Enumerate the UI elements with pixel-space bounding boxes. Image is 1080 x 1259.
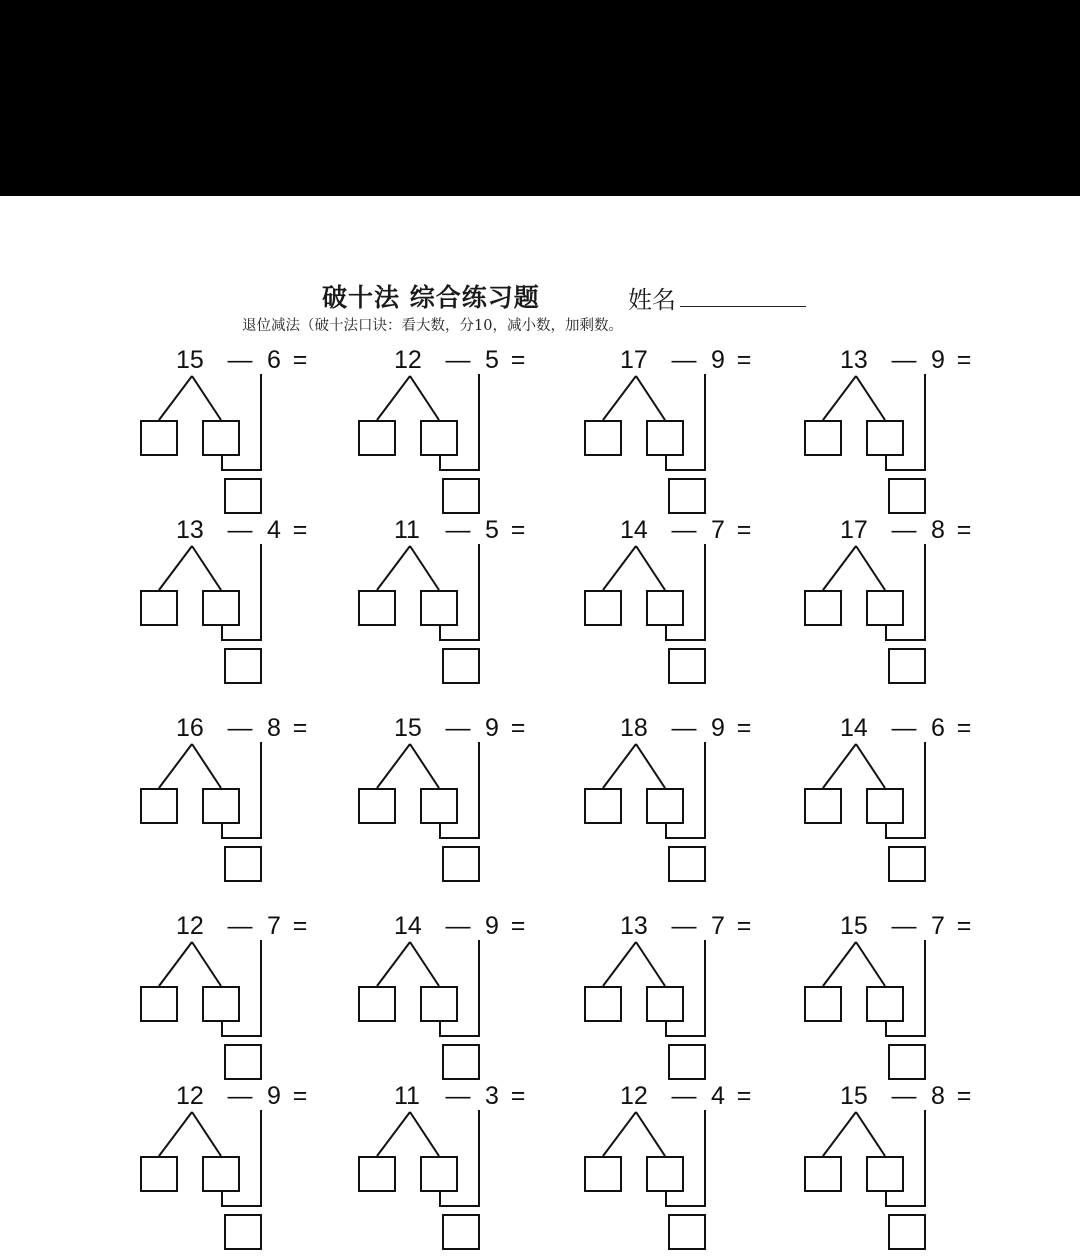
subtrahend: 8 <box>267 714 281 742</box>
subtrahend: 9 <box>711 346 725 374</box>
answer-box-ten[interactable] <box>804 420 842 456</box>
branch-line-left <box>823 1112 856 1156</box>
answer-box-ten[interactable] <box>140 1156 178 1192</box>
decomposition-diagram <box>802 374 952 509</box>
answer-box-ones[interactable] <box>646 1156 684 1192</box>
subtrahend: 9 <box>931 346 945 374</box>
answer-box-ones[interactable] <box>202 788 240 824</box>
decomposition-diagram <box>582 544 732 679</box>
minuend: 15 <box>840 1082 868 1110</box>
problem-18 <box>356 1082 526 1252</box>
minus-sign: — <box>891 346 917 374</box>
answer-box-result[interactable] <box>888 1044 926 1080</box>
minus-sign: — <box>445 1082 471 1110</box>
subtrahend: 5 <box>485 516 499 544</box>
answer-box-result[interactable] <box>668 648 706 684</box>
answer-box-ones[interactable] <box>420 788 458 824</box>
worksheet <box>0 196 1080 1259</box>
answer-box-ten[interactable] <box>358 986 396 1022</box>
problem-2 <box>356 346 526 516</box>
minuend: 17 <box>840 516 868 544</box>
minus-sign: — <box>227 1082 253 1110</box>
branch-line-left <box>159 942 192 986</box>
minuend: 14 <box>394 912 422 940</box>
answer-box-result[interactable] <box>224 1044 262 1080</box>
equation <box>176 346 316 376</box>
answer-box-result[interactable] <box>224 648 262 684</box>
answer-box-ones[interactable] <box>420 420 458 456</box>
equation <box>620 714 760 744</box>
equals-sign: = <box>736 912 752 940</box>
equation <box>840 516 980 546</box>
subtrahend: 4 <box>711 1082 725 1110</box>
worksheet-title: 破十法 综合练习题 <box>322 283 540 312</box>
minuend: 13 <box>840 346 868 374</box>
branch-line-right <box>410 942 439 986</box>
answer-box-result[interactable] <box>442 846 480 882</box>
decomposition-diagram <box>582 742 732 877</box>
decomposition-diagram <box>138 742 288 877</box>
equation <box>620 912 760 942</box>
answer-box-result[interactable] <box>888 648 926 684</box>
branch-line-right <box>192 1112 221 1156</box>
equals-sign: = <box>292 516 308 544</box>
branch-line-right <box>856 376 885 420</box>
decomposition-diagram <box>356 544 506 679</box>
minus-sign: — <box>671 912 697 940</box>
answer-box-ten[interactable] <box>584 420 622 456</box>
answer-box-ten[interactable] <box>140 420 178 456</box>
branch-line-left <box>603 546 636 590</box>
problem-17 <box>138 1082 308 1252</box>
answer-box-ones[interactable] <box>202 420 240 456</box>
equals-sign: = <box>736 516 752 544</box>
minuend: 18 <box>620 714 648 742</box>
minuend: 11 <box>394 1082 420 1110</box>
minuend: 12 <box>620 1082 648 1110</box>
decomposition-diagram <box>356 742 506 877</box>
branch-line-right <box>856 942 885 986</box>
branch-line-right <box>636 376 665 420</box>
problem-15 <box>582 912 752 1082</box>
subtrahend: 8 <box>931 516 945 544</box>
minus-sign: — <box>445 912 471 940</box>
answer-box-result[interactable] <box>888 478 926 514</box>
branch-line-left <box>159 744 192 788</box>
subtrahend: 7 <box>267 912 281 940</box>
branch-line-left <box>603 376 636 420</box>
decomposition-diagram <box>802 1110 952 1245</box>
problem-5 <box>138 516 308 686</box>
problem-10 <box>356 714 526 884</box>
branch-line-right <box>856 546 885 590</box>
equals-sign: = <box>736 1082 752 1110</box>
equals-sign: = <box>292 1082 308 1110</box>
minuend: 12 <box>176 912 204 940</box>
answer-box-result[interactable] <box>888 1214 926 1250</box>
answer-box-result[interactable] <box>224 846 262 882</box>
minuend: 16 <box>176 714 204 742</box>
answer-box-ten[interactable] <box>584 788 622 824</box>
answer-box-result[interactable] <box>442 648 480 684</box>
problem-9 <box>138 714 308 884</box>
minus-sign: — <box>891 1082 917 1110</box>
answer-box-ones[interactable] <box>420 590 458 626</box>
answer-box-ten[interactable] <box>358 788 396 824</box>
branch-line-left <box>159 1112 192 1156</box>
equals-sign: = <box>956 714 972 742</box>
branch-line-right <box>410 744 439 788</box>
branch-line-left <box>603 942 636 986</box>
answer-box-ones[interactable] <box>646 788 684 824</box>
equation <box>394 912 534 942</box>
minus-sign: — <box>227 714 253 742</box>
answer-box-ten[interactable] <box>358 1156 396 1192</box>
subtrahend: 4 <box>267 516 281 544</box>
decomposition-diagram <box>582 374 732 509</box>
instructions-text: 退位减法（破十法口诀：看大数，分10，减小数，加剩数。 <box>242 318 623 334</box>
equation <box>394 346 534 376</box>
branch-line-left <box>823 546 856 590</box>
minuend: 17 <box>620 346 648 374</box>
answer-box-ten[interactable] <box>358 420 396 456</box>
answer-box-ten[interactable] <box>140 788 178 824</box>
subtrahend: 7 <box>711 516 725 544</box>
decomposition-diagram <box>138 1110 288 1245</box>
problem-4 <box>802 346 972 516</box>
subtrahend: 9 <box>485 912 499 940</box>
minuend: 14 <box>840 714 868 742</box>
branch-line-left <box>377 744 410 788</box>
minus-sign: — <box>671 714 697 742</box>
subtrahend: 8 <box>931 1082 945 1110</box>
answer-box-ten[interactable] <box>584 590 622 626</box>
answer-box-result[interactable] <box>442 1214 480 1250</box>
answer-box-ones[interactable] <box>420 986 458 1022</box>
equation <box>394 714 534 744</box>
minus-sign: — <box>227 346 253 374</box>
subtrahend: 6 <box>267 346 281 374</box>
equals-sign: = <box>510 912 526 940</box>
answer-box-ones[interactable] <box>646 986 684 1022</box>
answer-box-ones[interactable] <box>866 590 904 626</box>
branch-line-left <box>823 744 856 788</box>
problem-20 <box>802 1082 972 1252</box>
subtrahend: 7 <box>711 912 725 940</box>
equals-sign: = <box>736 346 752 374</box>
minuend: 11 <box>394 516 420 544</box>
equation <box>394 1082 534 1112</box>
answer-box-result[interactable] <box>224 478 262 514</box>
problem-7 <box>582 516 752 686</box>
decomposition-diagram <box>582 1110 732 1245</box>
answer-box-ten[interactable] <box>804 590 842 626</box>
equals-sign: = <box>292 912 308 940</box>
answer-box-ones[interactable] <box>202 986 240 1022</box>
answer-box-result[interactable] <box>668 846 706 882</box>
minus-sign: — <box>671 1082 697 1110</box>
answer-box-ones[interactable] <box>202 1156 240 1192</box>
subtrahend: 5 <box>485 346 499 374</box>
minus-sign: — <box>671 516 697 544</box>
problem-16 <box>802 912 972 1082</box>
decomposition-diagram <box>582 940 732 1075</box>
minuend: 15 <box>394 714 422 742</box>
minus-sign: — <box>671 346 697 374</box>
branch-line-right <box>192 376 221 420</box>
equation <box>176 1082 316 1112</box>
branch-line-right <box>856 744 885 788</box>
subtrahend: 9 <box>267 1082 281 1110</box>
minuend: 13 <box>620 912 648 940</box>
equation <box>840 346 980 376</box>
equals-sign: = <box>292 714 308 742</box>
equation <box>176 516 316 546</box>
minuend: 15 <box>176 346 204 374</box>
equals-sign: = <box>956 516 972 544</box>
decomposition-diagram <box>802 544 952 679</box>
minuend: 12 <box>394 346 422 374</box>
decomposition-diagram <box>356 940 506 1075</box>
answer-box-result[interactable] <box>888 846 926 882</box>
branch-line-right <box>636 546 665 590</box>
answer-box-ones[interactable] <box>866 788 904 824</box>
subtrahend: 3 <box>485 1082 499 1110</box>
branch-line-left <box>377 1112 410 1156</box>
equation <box>176 912 316 942</box>
branch-line-right <box>636 744 665 788</box>
decomposition-diagram <box>138 544 288 679</box>
branch-line-right <box>192 744 221 788</box>
branch-line-right <box>636 1112 665 1156</box>
answer-box-ten[interactable] <box>804 788 842 824</box>
answer-box-result[interactable] <box>668 1044 706 1080</box>
answer-box-ones[interactable] <box>866 986 904 1022</box>
branch-line-left <box>377 546 410 590</box>
decomposition-diagram <box>802 940 952 1075</box>
minus-sign: — <box>891 912 917 940</box>
branch-line-right <box>636 942 665 986</box>
branch-line-right <box>410 376 439 420</box>
minus-sign: — <box>227 516 253 544</box>
branch-line-left <box>377 376 410 420</box>
equals-sign: = <box>956 912 972 940</box>
branch-line-right <box>410 546 439 590</box>
minuend: 13 <box>176 516 204 544</box>
subtrahend: 7 <box>931 912 945 940</box>
answer-box-ones[interactable] <box>866 420 904 456</box>
answer-box-result[interactable] <box>668 478 706 514</box>
answer-box-ten[interactable] <box>140 986 178 1022</box>
minus-sign: — <box>445 346 471 374</box>
top-black-bar <box>0 0 1080 196</box>
branch-line-right <box>192 546 221 590</box>
equals-sign: = <box>510 714 526 742</box>
decomposition-diagram <box>138 374 288 509</box>
answer-box-ten[interactable] <box>804 986 842 1022</box>
problem-11 <box>582 714 752 884</box>
equation <box>840 1082 980 1112</box>
answer-box-result[interactable] <box>224 1214 262 1250</box>
equals-sign: = <box>292 346 308 374</box>
subtrahend: 9 <box>711 714 725 742</box>
equation <box>620 516 760 546</box>
answer-box-ten[interactable] <box>584 986 622 1022</box>
equals-sign: = <box>510 1082 526 1110</box>
answer-box-result[interactable] <box>442 478 480 514</box>
branch-line-left <box>159 376 192 420</box>
answer-box-ones[interactable] <box>866 1156 904 1192</box>
problem-12 <box>802 714 972 884</box>
branch-line-left <box>377 942 410 986</box>
decomposition-diagram <box>356 1110 506 1245</box>
decomposition-diagram <box>138 940 288 1075</box>
equals-sign: = <box>510 516 526 544</box>
answer-box-result[interactable] <box>442 1044 480 1080</box>
answer-box-ones[interactable] <box>420 1156 458 1192</box>
equation <box>620 346 760 376</box>
branch-line-left <box>823 376 856 420</box>
decomposition-diagram <box>802 742 952 877</box>
answer-box-result[interactable] <box>668 1214 706 1250</box>
name-label: 姓名 <box>628 286 676 314</box>
problem-8 <box>802 516 972 686</box>
branch-line-left <box>603 1112 636 1156</box>
problem-3 <box>582 346 752 516</box>
minus-sign: — <box>445 516 471 544</box>
equation <box>840 714 980 744</box>
name-blank-line[interactable] <box>680 306 806 307</box>
equation <box>840 912 980 942</box>
equals-sign: = <box>956 1082 972 1110</box>
equation <box>394 516 534 546</box>
equals-sign: = <box>510 346 526 374</box>
minus-sign: — <box>891 714 917 742</box>
minuend: 12 <box>176 1082 204 1110</box>
minus-sign: — <box>227 912 253 940</box>
problem-14 <box>356 912 526 1082</box>
problem-13 <box>138 912 308 1082</box>
problem-19 <box>582 1082 752 1252</box>
decomposition-diagram <box>356 374 506 509</box>
minuend: 15 <box>840 912 868 940</box>
answer-box-ten[interactable] <box>140 590 178 626</box>
equals-sign: = <box>956 346 972 374</box>
answer-box-ones[interactable] <box>202 590 240 626</box>
answer-box-ten[interactable] <box>584 1156 622 1192</box>
subtrahend: 9 <box>485 714 499 742</box>
minuend: 14 <box>620 516 648 544</box>
answer-box-ones[interactable] <box>646 590 684 626</box>
problem-6 <box>356 516 526 686</box>
branch-line-right <box>856 1112 885 1156</box>
equation <box>176 714 316 744</box>
branch-line-right <box>192 942 221 986</box>
equation <box>620 1082 760 1112</box>
branch-line-right <box>410 1112 439 1156</box>
problem-1 <box>138 346 308 516</box>
branch-line-left <box>159 546 192 590</box>
equals-sign: = <box>736 714 752 742</box>
minus-sign: — <box>891 516 917 544</box>
minus-sign: — <box>445 714 471 742</box>
answer-box-ten[interactable] <box>804 1156 842 1192</box>
answer-box-ones[interactable] <box>646 420 684 456</box>
branch-line-left <box>603 744 636 788</box>
subtrahend: 6 <box>931 714 945 742</box>
branch-line-left <box>823 942 856 986</box>
answer-box-ten[interactable] <box>358 590 396 626</box>
